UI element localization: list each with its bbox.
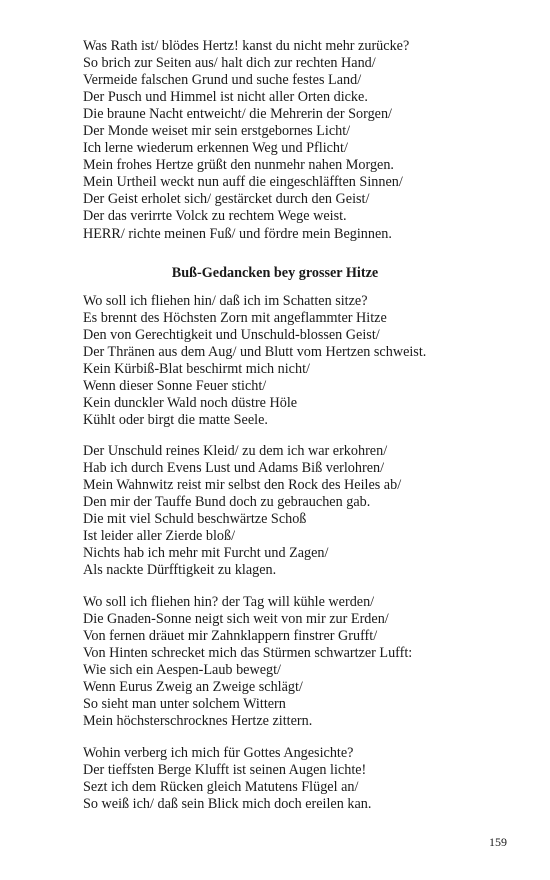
poem-line: Kühlt oder birgt die matte Seele. (83, 412, 268, 429)
page-number: 159 (489, 835, 507, 849)
poem-line: Mein Urtheil weckt nun auff die eingeschläfften Sinnen/ (83, 174, 403, 191)
poem-line: Mein höchsterschrocknes Hertze zittern. (83, 713, 313, 730)
poem-line: Von Hinten schrecket mich das Stürmen schwartzer Lufft: (83, 645, 413, 662)
stanza (83, 293, 523, 429)
poem-line: Mein frohes Hertze grüßt den nunmehr nahen Morgen. (83, 157, 394, 174)
poem-line: Als nackte Dürfftigkeit zu klagen. (83, 562, 277, 579)
poem-line: Der Thränen aus dem Aug/ und Blutt vom Hertzen schweist. (83, 344, 427, 361)
poem-line: Der Monde weiset mir sein erstgebornes Licht/ (83, 123, 351, 140)
poem-line: So brich zur Seiten aus/ halt dich zur rechten Hand/ (83, 55, 376, 72)
poem-line: Von fernen dräuet mir Zahnklappern finstrer Grufft/ (83, 628, 378, 645)
poem-line: Ich lerne wiederum erkennen Weg und Pflicht/ (83, 140, 348, 157)
poem-line: Kein dunckler Wald noch düstre Höle (83, 395, 298, 412)
poem-line: Die Gnaden-Sonne neigt sich weit von mir zur Erden/ (83, 611, 389, 628)
poem-line: Der Geist erholet sich/ gestärcket durch den Geist/ (83, 191, 370, 208)
poem-line: So sieht man unter solchem Wittern (83, 696, 286, 713)
intro-stanza (83, 38, 523, 243)
poem-line: Kein Kürbiß-Blat beschirmt mich nicht/ (83, 361, 310, 378)
poem-line: Der Pusch und Himmel ist nicht aller Orten dicke. (83, 89, 368, 106)
poem-line: Vermeide falschen Grund und suche festes Land/ (83, 72, 362, 89)
poem-line: Es brennt des Höchsten Zorn mit angeflammter Hitze (83, 310, 387, 327)
poem-line: Hab ich durch Evens Lust und Adams Biß verlohren/ (83, 460, 385, 477)
poem-line: Nichts hab ich mehr mit Furcht und Zagen/ (83, 545, 329, 562)
poem-line: Die braune Nacht entweicht/ die Mehrerin der Sorgen/ (83, 106, 392, 123)
poem-line: Wohin verberg ich mich für Gottes Angesichte? (83, 745, 354, 761)
poem-line: Wenn Eurus Zweig an Zweige schlägt/ (83, 679, 303, 696)
poem-line: Den mir der Tauffe Bund doch zu gebrauchen gab. (83, 494, 371, 511)
poem-line: Sezt ich dem Rücken gleich Matutens Flügel an/ (83, 779, 359, 796)
poem-title: Buß-Gedancken bey grosser Hitze (171, 265, 379, 281)
stanza (83, 745, 523, 813)
poem-line: Wo soll ich fliehen hin/ daß ich im Schatten sitze? (83, 293, 368, 309)
poem-line: Mein Wahnwitz reist mir selbst den Rock des Heiles ab/ (83, 477, 402, 494)
poem-line: Wenn dieser Sonne Feuer sticht/ (83, 378, 267, 395)
poem-line: So weiß ich/ daß sein Blick mich doch ereilen kan. (83, 796, 372, 813)
stanza (83, 443, 523, 579)
poem-line: Was Rath ist/ blödes Hertz! kanst du nicht mehr zurücke? (83, 38, 410, 54)
stanza (83, 594, 523, 730)
poem-line: Der das verirrte Volck zu rechtem Wege weist. (83, 208, 347, 225)
poem-line: Den von Gerechtigkeit und Unschuld-blossen Geist/ (83, 327, 380, 344)
poem-line: Der Unschuld reines Kleid/ zu dem ich war erkohren/ (83, 443, 388, 459)
poem-line: Ist leider aller Zierde bloß/ (83, 528, 236, 545)
poem-line: Wo soll ich fliehen hin? der Tag will kühle werden/ (83, 594, 375, 610)
poem-line: HERR/ richte meinen Fuß/ und fördre mein Beginnen. (83, 225, 392, 242)
poem-line: Der tieffsten Berge Klufft ist seinen Augen lichte! (83, 762, 367, 779)
poem-line: Die mit viel Schuld beschwärtze Schoß (83, 511, 307, 528)
poem-line: Wie sich ein Aespen-Laub bewegt/ (83, 662, 281, 679)
